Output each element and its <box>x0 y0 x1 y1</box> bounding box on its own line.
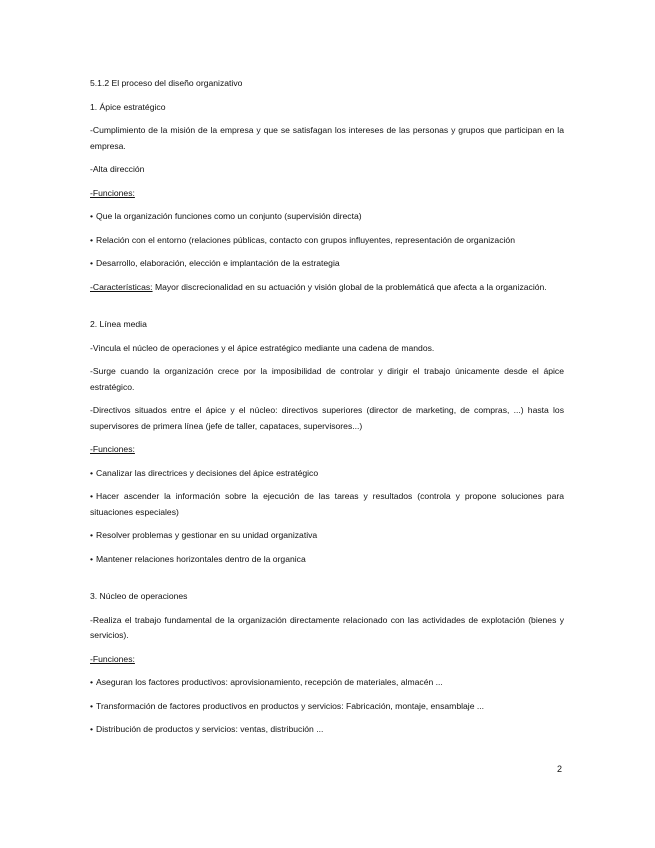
bullet-icon: • <box>90 530 94 540</box>
s3-bullet-2 <box>90 699 564 715</box>
s3-funciones-label: -Funciones: <box>90 653 135 664</box>
s3-bullet-1-text: Aseguran los factores productivos: aprovisionamiento, recepción de materiales, almacén ... <box>96 677 443 687</box>
s1-caracteristicas-label: -Características: <box>90 281 153 292</box>
bullet-icon: • <box>90 258 94 268</box>
s1-paragraph-2: -Alta dirección <box>90 164 145 174</box>
bullet-icon: • <box>90 553 94 564</box>
s2-paragraph-1: -Vincula el núcleo de operaciones y el ápice estratégico mediante una cadena de mandos. <box>90 342 435 353</box>
s1-bullet-3 <box>90 256 564 272</box>
s1-paragraph-1: -Cumplimiento de la misión de la empresa y que se satisfagan los intereses de las personas y grupos que participan en la empresa. <box>90 125 564 151</box>
bullet-icon: • <box>90 700 94 711</box>
s3-bullet-3-text: Distribución de productos y servicios: ventas, distribución ... <box>96 724 324 734</box>
s2-heading: 2. Línea media <box>90 319 147 329</box>
bullet-icon: • <box>90 467 94 478</box>
bullet-icon: • <box>90 677 94 687</box>
s1-caracteristicas-text: Mayor discrecionalidad en su actuación y visión global de la problemáticá que afecta a la organización. <box>152 281 547 292</box>
s1-bullet-3-text: Desarrollo, elaboración, elección e implantación de la estrategia <box>96 258 340 268</box>
s3-bullet-3 <box>90 722 564 738</box>
s3-bullet-2-text: Transformación de factores productivos en productos y servicios: Fabricación, montaje, ensamblaje ... <box>96 700 485 711</box>
s2-bullet-1 <box>90 466 564 482</box>
s2-bullet-4 <box>90 552 564 568</box>
section-title: 5.1.2 El proceso del diseño organizativo <box>90 78 243 88</box>
s1-heading: 1. Ápice estratégico <box>90 101 166 112</box>
s3-paragraph-1: -Realiza el trabajo fundamental de la organización directamente relacionado con las actividades de explotación (bienes y servicios). <box>90 614 564 640</box>
s2-funciones-label: -Funciones: <box>90 444 135 454</box>
s3-bullet-1 <box>90 675 564 691</box>
s2-bullet-4-text: Mantener relaciones horizontales dentro de la organica <box>96 553 306 564</box>
s1-bullet-2-text: Relación con el entorno (relaciones públicas, contacto con grupos influyentes, representación de organización <box>96 234 515 245</box>
s2-bullet-1-text: Canalizar las directrices y decisiones del ápice estratégico <box>96 467 319 478</box>
bullet-icon: • <box>90 724 94 734</box>
s1-bullet-1 <box>90 209 564 225</box>
s1-funciones-label: -Funciones: <box>90 187 135 198</box>
s2-bullet-3 <box>90 528 564 544</box>
s2-paragraph-2: -Surge cuando la organización crece por la imposibilidad de controlar y dirigir el trabajo únicamente desde el ápice estratégico. <box>90 366 564 392</box>
page-content <box>90 76 564 738</box>
s2-bullet-3-text: Resolver problemas y gestionar en su unidad organizativa <box>96 530 318 540</box>
s2-bullet-2 <box>90 489 564 520</box>
bullet-icon: • <box>90 491 94 501</box>
s1-bullet-2 <box>90 233 564 249</box>
s2-paragraph-3: -Directivos situados entre el ápice y el núcleo: directivos superiores (director de marketing, de compras, ...) hasta los supervisores de primera línea (jefe de taller, capataces, supervisores...) <box>90 405 564 431</box>
bullet-icon: • <box>90 234 94 245</box>
s1-bullet-1-text: Que la organización funciones como un conjunto (supervisión directa) <box>96 211 362 221</box>
bullet-icon: • <box>90 211 94 221</box>
page-number: 2 <box>557 764 563 774</box>
s1-caracteristicas <box>90 280 564 296</box>
s2-bullet-2-text: Hacer ascender la información sobre la ejecución de las tareas y resultados (controla y propone soluciones para situaciones especiales) <box>90 491 564 517</box>
s3-heading: 3. Núcleo de operaciones <box>90 591 188 601</box>
